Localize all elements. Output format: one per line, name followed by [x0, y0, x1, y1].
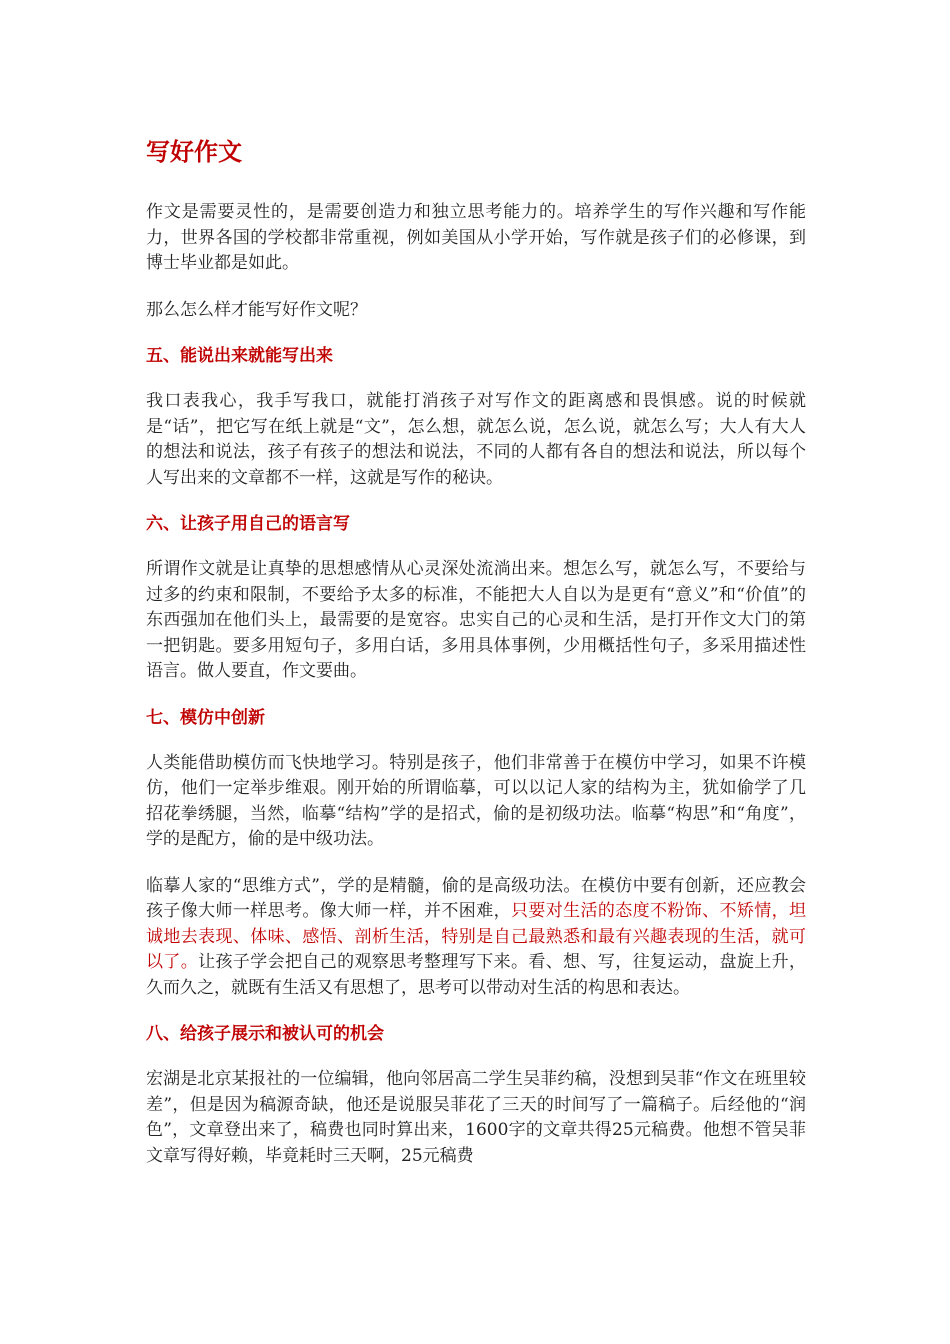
section-7-body-2-start: 临摹人家的“思维方式”，学的是精髓，偷的是高级功法。在模仿中要有创新，还应教会孩子像大师一样思考。像大师一样，并不困难，	[146, 875, 806, 921]
section-7-body-1: 人类能借助模仿而飞快地学习。特别是孩子，他们非常善于在模仿中学习，如果不许模仿，他们一定举步维艰。刚开始的所谓临摹，可以以记人家的结构为主，犹如偷学了几招花拳绣腿，当然，临摹“结构”学的是招式，偷的是初级功法。临摹“构思”和“角度”，学的是配方，偷的是中级功法。	[146, 752, 806, 849]
section-5-body: 我口表我心，我手写我口，就能打消孩子对写作文的距离感和畏惧感。说的时候就是“话”，把它写在纸上就是“文”，怎么想，就怎么说，怎么说，就怎么写；大人有大人的想法和说法，孩子有孩子的想法和说法，不同的人都有各自的想法和说法，所以每个人写出来的文章都不一样，这就是写作的秘诀。	[146, 391, 806, 488]
section-7-highlight: 只要对生活的态度不粉饰、不矫情，坦诚地去表现、体味、感悟、剖析生活，特别是自己最熟悉和最有兴趣表现的生活，就可以了。	[146, 901, 807, 972]
section-6-body: 所谓作文就是让真挚的思想感情从心灵深处流淌出来。想怎么写，就怎么写，不要给与过多的约束和限制，不要给予太多的标准，不能把大人自以为是更有“意义”和“价值”的东西强加在他们头上，最需要的是宽容。忠实自己的心灵和生活，是打开作文大门的第一把钥匙。要多用短句子，多用白话，多用具体事例，少用概括性句子，多采用描述性语言。做人要直，作文要曲。	[146, 559, 806, 681]
section-8-body: 宏湖是北京某报社的一位编辑，他向邻居高二学生吴菲约稿，没想到吴菲“作文在班里较差”，但是因为稿源奇缺，他还是说服吴菲花了三天的时间写了一篇稿子。后经他的“润色”，文章登出来了，稿费也同时算出来，1600字的文章共得25元稿费。他想不管吴菲文章写得好赖，毕竟耗时三天啊，25元稿费	[146, 1069, 806, 1166]
section-5-heading: 五、能说出来就能写出来	[146, 346, 333, 366]
section-7-heading: 七、模仿中创新	[146, 707, 265, 728]
section-8-heading: 八、给孩子展示和被认可的机会	[146, 1024, 384, 1044]
intro-paragraph: 作文是需要灵性的，是需要创造力和独立思考能力的。培养学生的写作兴趣和写作能力，世界各国的学校都非常重视，例如美国从小学开始，写作就是孩子们的必修课，到博士毕业都是如此。	[146, 202, 806, 273]
section-7-body-2	[146, 874, 806, 1002]
document-page	[146, 134, 806, 1169]
section-7-body-2-end: 让孩子学会把自己的观察思考整理写下来。看、想、写，往复运动，盘旋上升，久而久之，就既有生活又有思想了，思考可以带动对生活的构思和表达。	[146, 952, 807, 998]
question-paragraph: 那么怎么样才能写好作文呢？	[146, 299, 367, 320]
section-6-heading: 六、让孩子用自己的语言写	[146, 514, 350, 534]
document-title: 写好作文	[146, 138, 242, 166]
